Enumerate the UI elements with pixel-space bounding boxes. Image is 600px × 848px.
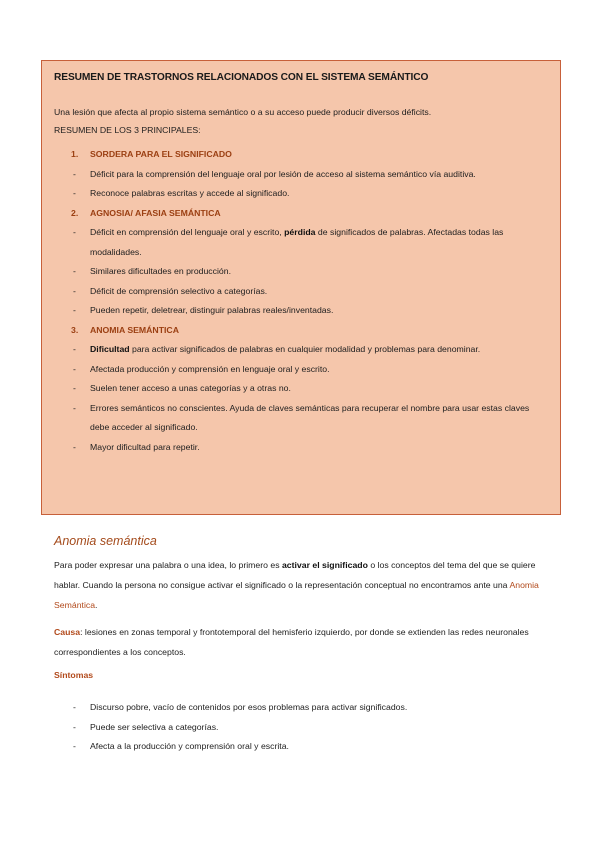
list-item: - Similares dificultades en producción. (73, 266, 232, 276)
paragraph-intro: Para poder expresar una palabra o una idea, lo primero es activar el significado o los conceptos del tema del que se quiere hablar. Cuando la persona no consigue activar el significado o la representación conceptual no encontramos ante una Anomia Semántica. (54, 560, 539, 610)
list-heading-1: 1. SORDERA PARA EL SIGNIFICADO (71, 149, 232, 159)
causa-label: Causa (54, 627, 81, 637)
summary-box (41, 60, 561, 515)
section-title: Anomia semántica (54, 534, 157, 548)
summary-list (54, 145, 548, 457)
summary-intro: Una lesión que afecta al propio sistema semántico o a su acceso puede producir diversos déficits. (54, 107, 432, 117)
sintomas-list (54, 698, 407, 757)
list-item: - Afectada producción y comprensión en lenguaje oral y escrito. (73, 363, 330, 374)
sintomas-heading: Síntomas (54, 670, 94, 680)
list-item: - Dificultad para activar significados de palabras en cualquier modalidad y problemas para denominar. (73, 344, 481, 354)
summary-subheading: RESUMEN DE LOS 3 PRINCIPALES: (54, 125, 201, 135)
list-item: - Puede ser selectiva a categorías. (73, 721, 219, 732)
list-item: - Afecta a la producción y comprensión oral y escrita. (73, 741, 289, 751)
list-item: - Reconoce palabras escritas y accede al significado. (73, 188, 290, 198)
paragraph-causa: Causa: lesiones en zonas temporal y frontotemporal del hemisferio izquierdo, por donde se extienden las redes neuronales correspondientes a los conceptos. (54, 627, 529, 657)
list-item: - Pueden repetir, deletrear, distinguir palabras reales/inventadas. (73, 305, 334, 315)
list-item: - Déficit de comprensión selectivo a categorías. (73, 285, 268, 296)
list-item: - Suelen tener acceso a unas categorías y a otras no. (73, 383, 291, 393)
list-item: - Déficit en comprensión del lenguaje oral y escrito, pérdida de significados de palabras. Afectadas todas las modalidades. (73, 227, 504, 257)
summary-title: RESUMEN DE TRASTORNOS RELACIONADOS CON EL SISTEMA SEMÁNTICO (54, 72, 429, 83)
anomia-term: Anomia Semántica (54, 580, 539, 610)
list-heading-3: 3. ANOMIA SEMÁNTICA (71, 324, 179, 335)
list-item: - Errores semánticos no conscientes. Ayuda de claves semánticas para recuperar el nombre para usar estas claves debe acceder al significado. (73, 402, 530, 432)
list-item: - Déficit para la comprensión del lenguaje oral por lesión de acceso al sistema semántico vía auditiva. (73, 168, 476, 179)
list-heading-2: 2. AGNOSIA/ AFASIA SEMÁNTICA (71, 207, 221, 218)
list-item: - Discurso pobre, vacío de contenidos por esos problemas para activar significados. (73, 702, 408, 712)
list-item: - Mayor dificultad para repetir. (73, 441, 200, 452)
